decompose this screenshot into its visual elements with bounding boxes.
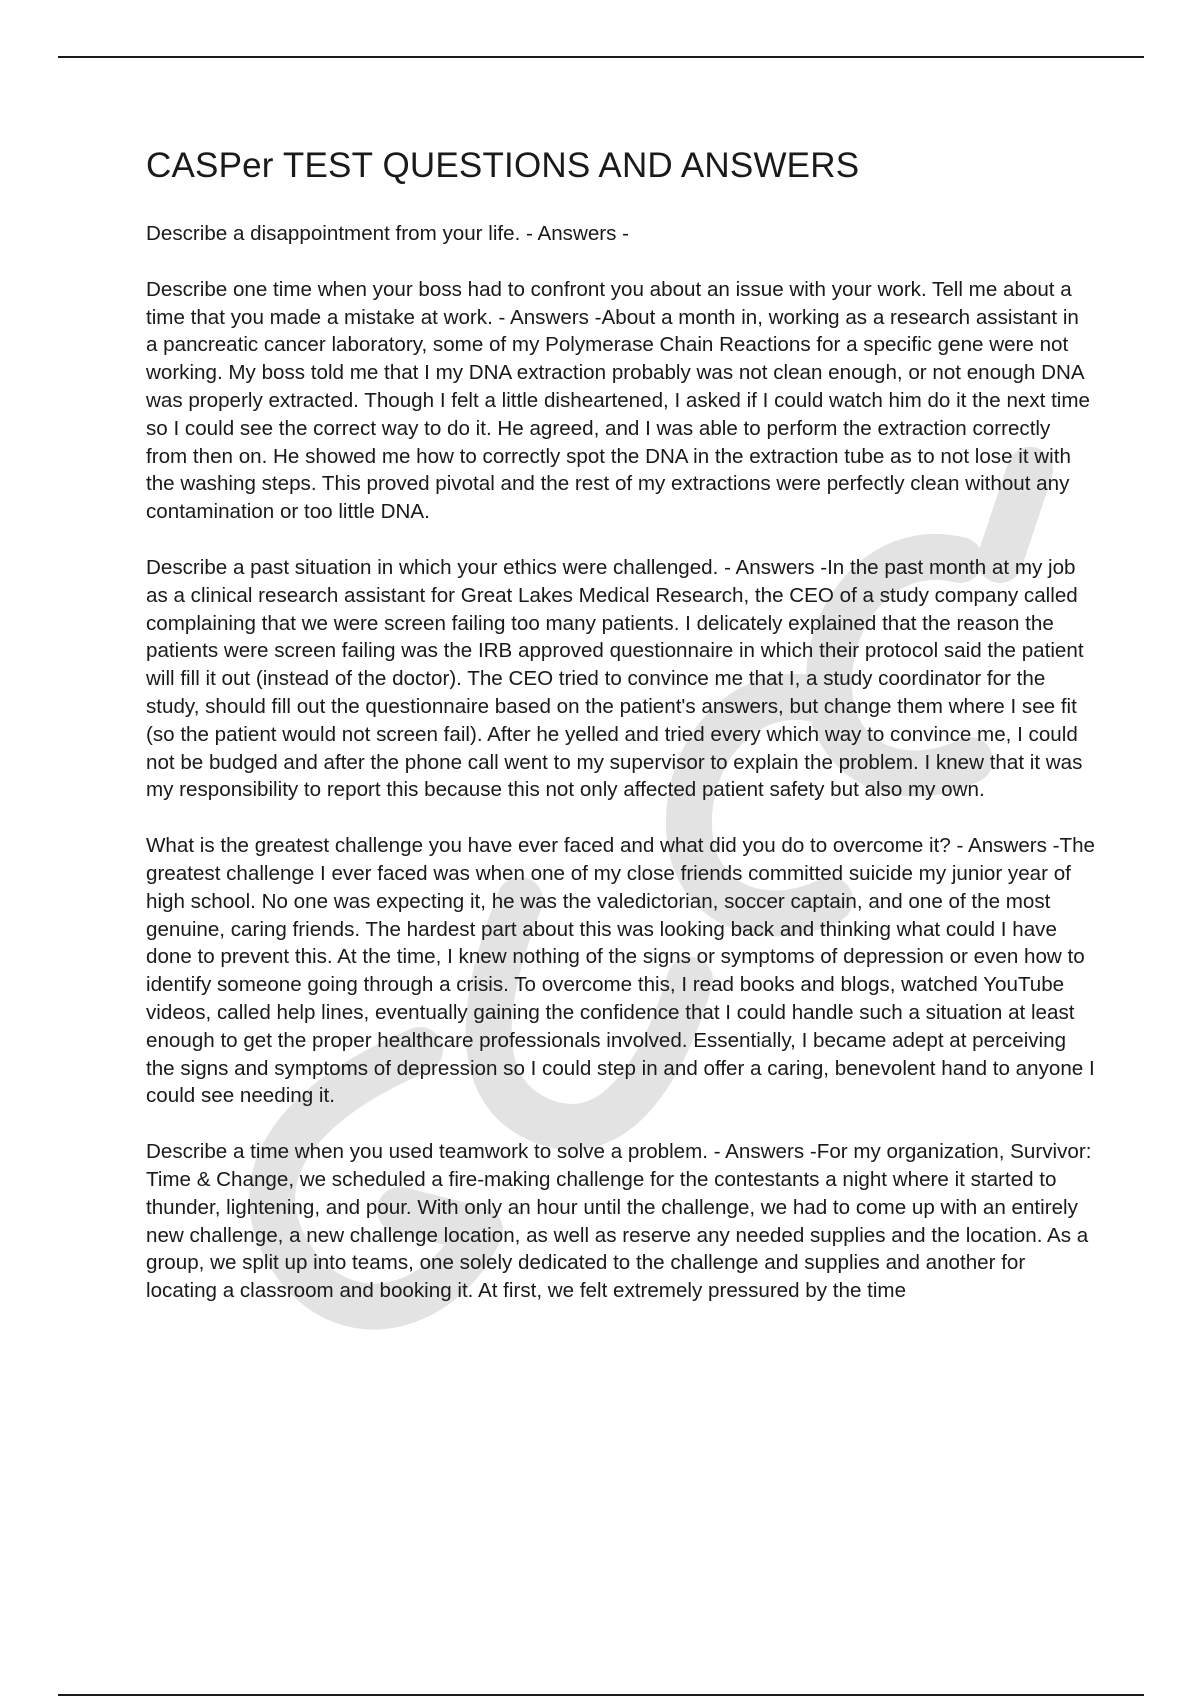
answer-text: In the past month at my job as a clinical research assistant for Great Lakes Medical Research, the CEO of a study company called complaining that we were screen failing too many patients. I delicately explained that the reason the patients were screen failing was the IRB approved questionnaire in which their protocol said the patient will fill it out (instead of the doctor). The CEO tried to convince me that I, a study coordinator for the study, should fill out the questionnaire based on the patient's answers, but change them where I see fit (so the patient would not screen fail). After he yelled and tried every which way to convince me, I could not be budged and after the phone call went to my supervisor to explain the problem. I knew that it was my responsibility to report this because this not only affected patient safety but also my own. (146, 555, 1084, 802)
answer-text: For my organization, Survivor: Time & Change, we scheduled a fire-making challenge for the contestants a night where it started to thunder, lightening, and pour. With only an hour until the challenge, we had to come up with an entirely new challenge, a new challenge location, as well as reserve any needed supplies and the location. As a group, we split up into teams, one solely dedicated to the challenge and supplies and another for locating a classroom and booking it. At first, we felt extremely pressured by the time (146, 1140, 1092, 1303)
qa-entry-4 (146, 832, 1096, 1110)
document-title: CASPer TEST QUESTIONS AND ANSWERS (146, 146, 860, 185)
question-text: Describe a past situation in which your ethics were challenged. (146, 555, 719, 579)
qa-entry-5 (146, 1138, 1096, 1305)
qa-entry-3 (146, 554, 1096, 804)
qa-entry-2 (146, 276, 1096, 526)
question-text: Describe a time when you used teamwork to solve a problem. (146, 1140, 709, 1164)
question-text: What is the greatest challenge you have ever faced and what did you do to overcome it? (146, 834, 951, 858)
top-rule (58, 56, 1144, 58)
document-body (146, 140, 1096, 1333)
answers-separator: - Answers - (520, 222, 630, 245)
answers-separator: - Answers - (492, 305, 602, 329)
question-text: Describe a disappointment from your life. (146, 222, 521, 245)
answers-separator: - Answers - (708, 1140, 817, 1164)
bottom-rule (58, 1694, 1144, 1696)
answers-separator: - Answers - (950, 834, 1060, 858)
answer-text: About a month in, working as a research assistant in a pancreatic cancer laboratory, some of my Polymerase Chain Reactions for a specific gene were not working. My boss told me that I my DNA extraction probably was not clean enough, or not enough DNA was properly extracted. Though I felt a little disheartened, I asked if I could watch him do it the next time so I could see the correct way to do it. He agreed, and I was able to perform the extraction correctly from then on. He showed me how to correctly spot the DNA in the extraction tube as to not lose it with the washing steps. This proved pivotal and the rest of my extractions were perfectly clean without any contamination or too little DNA. (146, 305, 1090, 524)
question-text: Describe one time when your boss had to confront you about an issue with your work. Tell me about a time that you made a mistake at work. (146, 277, 1072, 329)
answers-separator: - Answers - (718, 555, 828, 579)
answer-text: The greatest challenge I ever faced was when one of my close friends committed suicide my junior year of high school. No one was expecting it, he was the valedictorian, soccer captain, and one of the most genuine, caring friends. The hardest part about this was looking back and thinking what could I have done to prevent this. At the time, I knew nothing of the signs or symptoms of depression or even how to identify someone going through a crisis. To overcome this, I read books and blogs, watched YouTube videos, called help lines, eventually gaining the confidence that I could handle such a situation at least enough to get the proper healthcare professionals involved. Essentially, I became adept at perceiving the signs and symptoms of depression so I could step in and offer a caring, benevolent hand to anyone I could see needing it. (146, 834, 1096, 1108)
qa-entry-1 (146, 220, 1096, 248)
